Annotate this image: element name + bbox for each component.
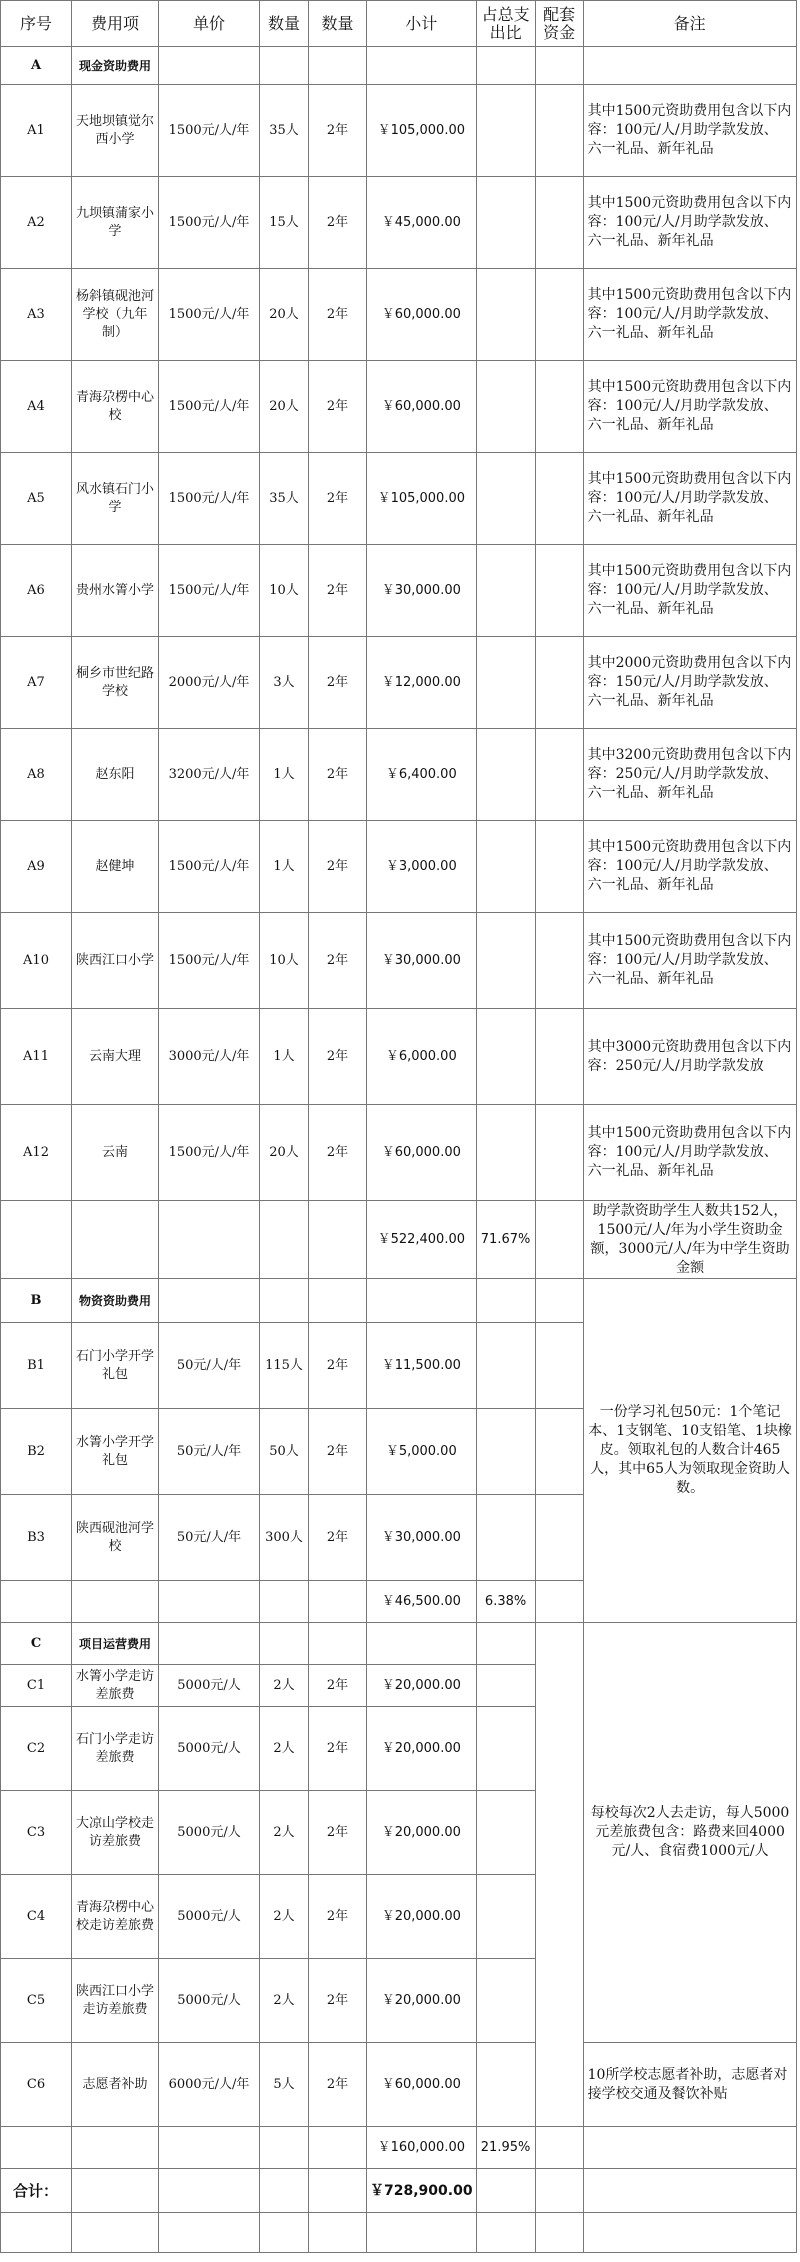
row-item: 陕西江口小学 (72, 913, 159, 1009)
row-subtotal: ￥105,000.00 (367, 453, 477, 545)
row-item: 陕西砚池河学校 (72, 1495, 159, 1581)
header-subtotal: 小计 (367, 1, 477, 47)
row-price: 1500元/人/年 (159, 361, 260, 453)
row-price: 2000元/人/年 (159, 637, 260, 729)
row-price: 1500元/人/年 (159, 821, 260, 913)
row-subtotal: ￥105,000.00 (367, 85, 477, 177)
row-price: 50元/人/年 (159, 1323, 260, 1409)
row-item: 云南大理 (72, 1009, 159, 1105)
section-c-volunteer-note: 10所学校志愿者补助，志愿者对接学校交通及餐饮补贴 (583, 2043, 796, 2127)
section-c-title: 项目运营费用 (72, 1623, 159, 1665)
row-no: A8 (1, 729, 72, 821)
row-subtotal: ￥60,000.00 (367, 2043, 477, 2127)
row-years: 2年 (309, 637, 367, 729)
section-a-code: A (1, 47, 72, 85)
row-item: 陕西江口小学走访差旅费 (72, 1959, 159, 2043)
row-item: 赵健坤 (72, 821, 159, 913)
row-qty: 2人 (260, 1959, 309, 2043)
header-price: 单价 (159, 1, 260, 47)
header-item: 费用项 (72, 1, 159, 47)
row-years: 2年 (309, 1875, 367, 1959)
row-item: 赵东阳 (72, 729, 159, 821)
total-label: 合计： (1, 2169, 72, 2213)
section-c-code: C (1, 1623, 72, 1665)
header-match: 配套资金 (535, 1, 583, 47)
row-no: A7 (1, 637, 72, 729)
header-row (1, 1, 797, 47)
row-note: 其中1500元资助费用包含以下内容：100元/人/月助学款发放、 六一礼品、新年礼品 (583, 177, 796, 269)
row-subtotal: ￥30,000.00 (367, 913, 477, 1009)
header-qty: 数量 (260, 1, 309, 47)
empty-row (1, 2213, 797, 2253)
row-note: 其中1500元资助费用包含以下内容：100元/人/月助学款发放、 六一礼品、新年礼品 (583, 269, 796, 361)
row-subtotal: ￥6,000.00 (367, 1009, 477, 1105)
header-no: 序号 (1, 1, 72, 47)
row-subtotal: ￥6,400.00 (367, 729, 477, 821)
row-no: C3 (1, 1791, 72, 1875)
row-item: 杨斜镇砚池河学校（九年制） (72, 269, 159, 361)
row-item: 风水镇石门小学 (72, 453, 159, 545)
row-qty: 2人 (260, 1665, 309, 1707)
row-price: 3000元/人/年 (159, 1009, 260, 1105)
row-subtotal: ￥45,000.00 (367, 177, 477, 269)
table-row (1, 545, 797, 637)
section-a-title: 现金资助费用 (72, 47, 159, 85)
row-subtotal: ￥20,000.00 (367, 1707, 477, 1791)
row-item: 桐乡市世纪路学校 (72, 637, 159, 729)
row-no: A2 (1, 177, 72, 269)
row-price: 1500元/人/年 (159, 545, 260, 637)
row-price: 6000元/人/年 (159, 2043, 260, 2127)
row-qty: 1人 (260, 729, 309, 821)
row-note: 其中1500元资助费用包含以下内容：100元/人/月助学款发放、 六一礼品、新年礼品 (583, 85, 796, 177)
row-years: 2年 (309, 1009, 367, 1105)
row-years: 2年 (309, 1791, 367, 1875)
row-qty: 35人 (260, 85, 309, 177)
row-qty: 2人 (260, 1707, 309, 1791)
row-qty: 15人 (260, 177, 309, 269)
row-subtotal: ￥30,000.00 (367, 1495, 477, 1581)
row-subtotal: ￥20,000.00 (367, 1875, 477, 1959)
row-qty: 2人 (260, 1791, 309, 1875)
section-c-travel-note: 每校每次2人去走访，每人5000元差旅费包含：路费来回4000元/人、食宿费1000元/人 (583, 1623, 796, 2043)
row-no: A10 (1, 913, 72, 1009)
row-no: B1 (1, 1323, 72, 1409)
row-qty: 3人 (260, 637, 309, 729)
table-row (1, 453, 797, 545)
row-price: 5000元/人 (159, 1665, 260, 1707)
row-item: 青海尕楞中心校 (72, 361, 159, 453)
row-note: 其中3000元资助费用包含以下内容：250元/人/月助学款发放 (583, 1009, 796, 1105)
row-subtotal: ￥3,000.00 (367, 821, 477, 913)
section-c-ratio: 21.95% (476, 2127, 535, 2169)
row-price: 1500元/人/年 (159, 177, 260, 269)
row-qty: 1人 (260, 1009, 309, 1105)
row-qty: 115人 (260, 1323, 309, 1409)
row-qty: 10人 (260, 913, 309, 1009)
row-no: C1 (1, 1665, 72, 1707)
table-row (1, 2043, 797, 2127)
section-a-header (1, 47, 797, 85)
table-row (1, 361, 797, 453)
section-b-ratio: 6.38% (476, 1581, 535, 1623)
section-b-title: 物资资助费用 (72, 1279, 159, 1323)
row-qty: 20人 (260, 269, 309, 361)
row-note: 其中1500元资助费用包含以下内容：100元/人/月助学款发放、 六一礼品、新年礼品 (583, 361, 796, 453)
table-row (1, 177, 797, 269)
row-years: 2年 (309, 1707, 367, 1791)
row-years: 2年 (309, 361, 367, 453)
row-note: 其中1500元资助费用包含以下内容：100元/人/月助学款发放、 六一礼品、新年礼品 (583, 545, 796, 637)
section-b-code: B (1, 1279, 72, 1323)
total-amount: ￥728,900.00 (367, 2169, 477, 2213)
section-a-subtotal: ￥522,400.00 (367, 1201, 477, 1279)
row-note: 其中1500元资助费用包含以下内容：100元/人/月助学款发放、 六一礼品、新年礼品 (583, 821, 796, 913)
row-subtotal: ￥60,000.00 (367, 361, 477, 453)
table-row (1, 821, 797, 913)
row-years: 2年 (309, 2043, 367, 2127)
row-qty: 35人 (260, 453, 309, 545)
row-subtotal: ￥11,500.00 (367, 1323, 477, 1409)
row-note: 其中1500元资助费用包含以下内容：100元/人/月助学款发放、 六一礼品、新年礼品 (583, 913, 796, 1009)
row-no: A5 (1, 453, 72, 545)
row-price: 1500元/人/年 (159, 85, 260, 177)
row-subtotal: ￥30,000.00 (367, 545, 477, 637)
row-years: 2年 (309, 821, 367, 913)
row-item: 石门小学开学礼包 (72, 1323, 159, 1409)
row-subtotal: ￥12,000.00 (367, 637, 477, 729)
header-ratio: 占总支出比 (476, 1, 535, 47)
section-c-header (1, 1623, 797, 1665)
row-years: 2年 (309, 1959, 367, 2043)
table-row (1, 85, 797, 177)
row-no: A4 (1, 361, 72, 453)
row-years: 2年 (309, 269, 367, 361)
row-item: 水箐小学开学礼包 (72, 1409, 159, 1495)
row-price: 5000元/人 (159, 1959, 260, 2043)
row-qty: 300人 (260, 1495, 309, 1581)
row-item: 贵州水箐小学 (72, 545, 159, 637)
row-no: C4 (1, 1875, 72, 1959)
row-qty: 2人 (260, 1875, 309, 1959)
total-row (1, 2169, 797, 2213)
table-row (1, 637, 797, 729)
table-row (1, 729, 797, 821)
row-no: A3 (1, 269, 72, 361)
row-item: 水箐小学走访差旅费 (72, 1665, 159, 1707)
row-subtotal: ￥60,000.00 (367, 269, 477, 361)
table-row (1, 1105, 797, 1201)
section-c-subtotal-row (1, 2127, 797, 2169)
row-subtotal: ￥20,000.00 (367, 1665, 477, 1707)
row-years: 2年 (309, 1665, 367, 1707)
row-years: 2年 (309, 1495, 367, 1581)
row-qty: 1人 (260, 821, 309, 913)
section-b-note: 一份学习礼包50元：1个笔记本、1支钢笔、10支铅笔、1块橡皮。领取礼包的人数合计465人，其中65人为领取现金资助人数。 (583, 1279, 796, 1623)
section-a-subtotal-row (1, 1201, 797, 1279)
row-price: 5000元/人 (159, 1875, 260, 1959)
row-note: 其中1500元资助费用包含以下内容：100元/人/月助学款发放、 六一礼品、新年礼品 (583, 1105, 796, 1201)
row-price: 3200元/人/年 (159, 729, 260, 821)
table-row (1, 913, 797, 1009)
row-no: C6 (1, 2043, 72, 2127)
row-years: 2年 (309, 453, 367, 545)
table-row (1, 1009, 797, 1105)
row-no: A11 (1, 1009, 72, 1105)
row-price: 5000元/人 (159, 1707, 260, 1791)
row-subtotal: ￥20,000.00 (367, 1791, 477, 1875)
row-subtotal: ￥5,000.00 (367, 1409, 477, 1495)
row-note: 其中2000元资助费用包含以下内容：150元/人/月助学款发放、 六一礼品、新年礼品 (583, 637, 796, 729)
row-no: B3 (1, 1495, 72, 1581)
row-item: 天地坝镇觉尔西小学 (72, 85, 159, 177)
row-price: 50元/人/年 (159, 1495, 260, 1581)
section-c-subtotal: ￥160,000.00 (367, 2127, 477, 2169)
row-item: 九坝镇蒲家小学 (72, 177, 159, 269)
row-no: C2 (1, 1707, 72, 1791)
row-item: 云南 (72, 1105, 159, 1201)
row-price: 1500元/人/年 (159, 913, 260, 1009)
row-qty: 20人 (260, 1105, 309, 1201)
row-price: 5000元/人 (159, 1791, 260, 1875)
row-years: 2年 (309, 729, 367, 821)
row-years: 2年 (309, 85, 367, 177)
row-no: A12 (1, 1105, 72, 1201)
row-years: 2年 (309, 177, 367, 269)
row-years: 2年 (309, 1409, 367, 1495)
section-b-subtotal: ￥46,500.00 (367, 1581, 477, 1623)
header-qty2: 数量 (309, 1, 367, 47)
section-a-ratio: 71.67% (476, 1201, 535, 1279)
row-subtotal: ￥20,000.00 (367, 1959, 477, 2043)
header-note: 备注 (583, 1, 796, 47)
row-price: 1500元/人/年 (159, 269, 260, 361)
row-note: 其中1500元资助费用包含以下内容：100元/人/月助学款发放、 六一礼品、新年礼品 (583, 453, 796, 545)
row-note: 其中3200元资助费用包含以下内容：250元/人/月助学款发放、 六一礼品、新年礼品 (583, 729, 796, 821)
row-qty: 50人 (260, 1409, 309, 1495)
row-item: 志愿者补助 (72, 2043, 159, 2127)
table-row (1, 269, 797, 361)
row-no: B2 (1, 1409, 72, 1495)
row-years: 2年 (309, 913, 367, 1009)
row-qty: 10人 (260, 545, 309, 637)
section-b-header (1, 1279, 797, 1323)
row-no: A9 (1, 821, 72, 913)
row-no: A6 (1, 545, 72, 637)
section-a-summary-note: 助学款资助学生人数共152人，1500元/人/年为小学生资助金额，3000元/人/年为中学生资助金额 (583, 1201, 796, 1279)
row-item: 青海尕楞中心校走访差旅费 (72, 1875, 159, 1959)
row-years: 2年 (309, 1323, 367, 1409)
row-qty: 20人 (260, 361, 309, 453)
row-price: 50元/人/年 (159, 1409, 260, 1495)
row-subtotal: ￥60,000.00 (367, 1105, 477, 1201)
row-price: 1500元/人/年 (159, 453, 260, 545)
row-years: 2年 (309, 1105, 367, 1201)
row-years: 2年 (309, 545, 367, 637)
row-no: A1 (1, 85, 72, 177)
row-price: 1500元/人/年 (159, 1105, 260, 1201)
row-item: 大凉山学校走访差旅费 (72, 1791, 159, 1875)
row-item: 石门小学走访差旅费 (72, 1707, 159, 1791)
row-qty: 5人 (260, 2043, 309, 2127)
row-no: C5 (1, 1959, 72, 2043)
